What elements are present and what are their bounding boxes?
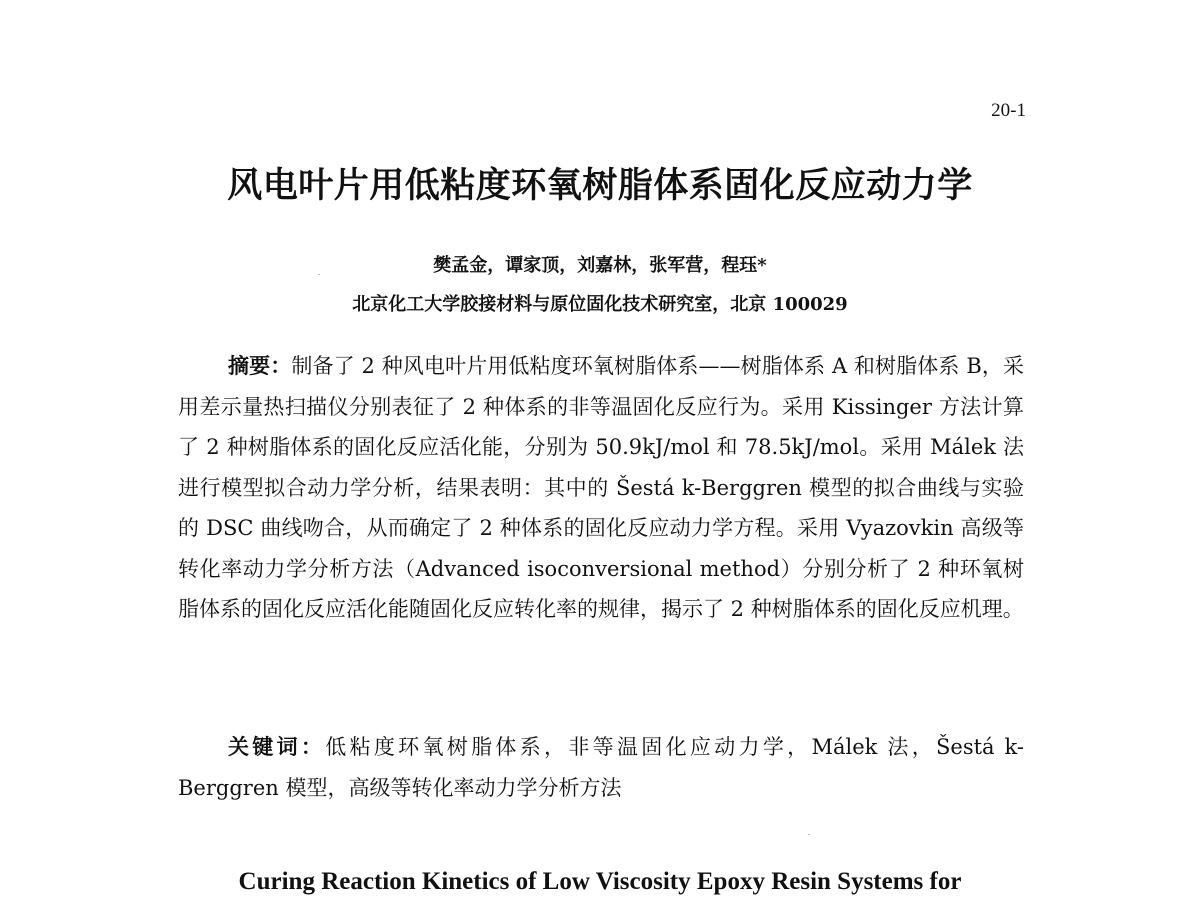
scan-speck xyxy=(318,274,320,275)
abstract-paragraph xyxy=(178,346,1024,630)
author-list: 樊孟金，谭家顶，刘嘉林，张军营，程珏* xyxy=(433,255,767,276)
scan-speck xyxy=(808,834,810,835)
keywords-label: 关键词： xyxy=(228,735,326,759)
page-number: 20-1 xyxy=(991,100,1026,121)
paper-title: 风电叶片用低粘度环氧树脂体系固化反应动力学 xyxy=(227,166,973,206)
abstract xyxy=(178,346,1024,630)
author-affiliation: 北京化工大学胶接材料与原位固化技术研究室，北京 100029 xyxy=(352,294,848,315)
abstract-text: 制备了 2 种风电叶片用低粘度环氧树脂体系——树脂体系 A 和树脂体系 B，采用差示量热扫描仪分别表征了 2 种体系的非等温固化反应行为。采用 Kissinger 方法计算了 2 种树脂体系的固化反应活化能，分别为 50.9kJ/mol 和 78.5kJ/mol。采用 Málek 法进行模型拟合动力学分析，结果表明：其中的 Šestá k-Berggren 模型的拟合曲线与实验的 DSC 曲线吻合，从而确定了 2 种体系的固化反应动力学方程。采用 Vyazovkin 高级等转化率动力学分析方法（Advanced isoconversional method）分别分析了 2 种环氧树脂体系的固化反应活化能随固化反应转化率的规律，揭示了 2 种树脂体系的固化反应机理。 xyxy=(178,354,1024,621)
abstract-label: 摘要： xyxy=(228,354,292,378)
keywords-text: 低粘度环氧树脂体系，非等温固化应动力学，Málek 法，Šestá k-Berggren 模型，高级等转化率动力学分析方法 xyxy=(178,735,1024,800)
keywords xyxy=(178,727,1024,808)
english-title: Curing Reaction Kinetics of Low Viscosity Epoxy Resin Systems for xyxy=(238,868,962,895)
keywords-paragraph xyxy=(178,727,1024,808)
